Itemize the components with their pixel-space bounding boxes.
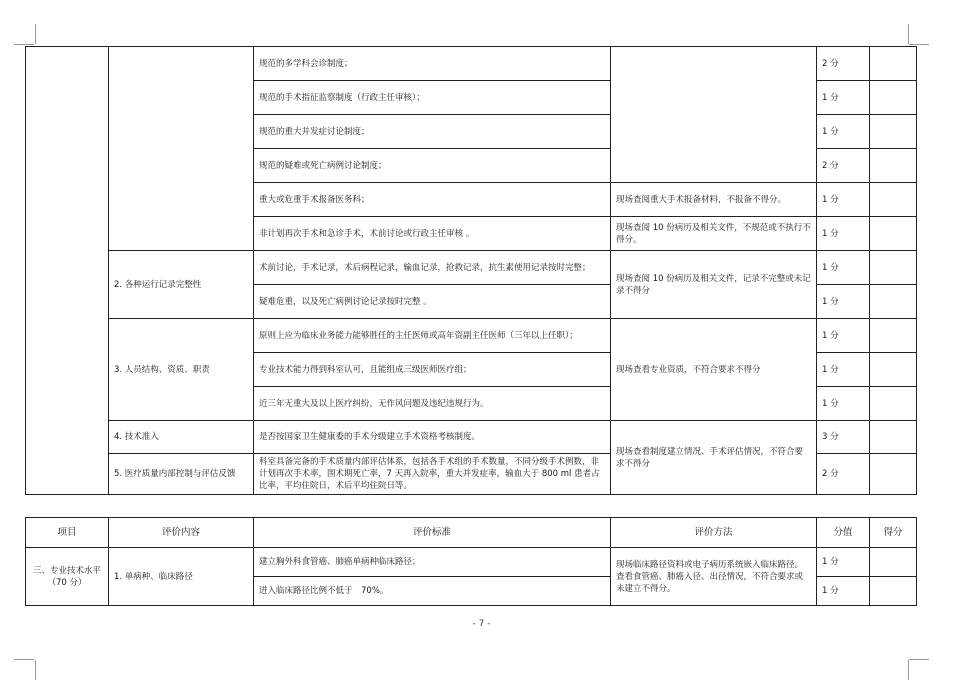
header-item: 项目 <box>26 518 109 548</box>
points-cell[interactable] <box>870 217 917 251</box>
table-row <box>26 319 917 353</box>
score-cell: 1 分 <box>817 217 870 251</box>
standard-cell: 规范的重大并发症讨论制度； <box>254 115 611 149</box>
crop-mark <box>14 44 34 45</box>
score-cell: 1 分 <box>817 285 870 319</box>
method-cell: 现场查阅重大手术报备材料，不报备不得分。 <box>611 183 817 217</box>
crop-mark <box>908 660 909 680</box>
standard-cell: 进入临床路径比例不低于 70%。 <box>254 577 611 606</box>
standard-cell: 疑难危重，以及死亡病例讨论记录按时完整 。 <box>254 285 611 319</box>
score-cell: 1 分 <box>817 548 870 577</box>
points-cell[interactable] <box>870 285 917 319</box>
table-row <box>26 251 917 285</box>
crop-mark <box>909 44 929 45</box>
points-cell[interactable] <box>870 251 917 285</box>
evaluation-table <box>25 517 917 606</box>
standard-cell: 建立胸外科食管癌、肺癌单病种临床路径； <box>254 548 611 577</box>
score-cell: 2 分 <box>817 47 870 81</box>
table-row <box>26 548 917 577</box>
method-cell: 现场临床路径资料或电子病历系统嵌入临床路径。查看食管癌、肺癌入径、出径情况，不符合要求或未建立不得分。 <box>611 548 817 606</box>
score-cell: 1 分 <box>817 319 870 353</box>
header-method: 评价方法 <box>611 518 817 548</box>
standard-cell: 近三年无重大及以上医疗纠纷，无作风问题及违纪违规行为。 <box>254 387 611 421</box>
points-cell[interactable] <box>870 319 917 353</box>
score-cell: 1 分 <box>817 353 870 387</box>
points-cell[interactable] <box>870 47 917 81</box>
content-cell: 2. 各种运行记录完整性 <box>109 251 254 319</box>
points-cell[interactable] <box>870 149 917 183</box>
score-cell: 1 分 <box>817 387 870 421</box>
score-cell: 2 分 <box>817 149 870 183</box>
method-cell: 现场查阅 10 份病历及相关文件，不规范或不执行不得分。 <box>611 217 817 251</box>
points-cell[interactable] <box>870 183 917 217</box>
standard-cell: 规范的疑难或死亡病例讨论制度； <box>254 149 611 183</box>
points-cell[interactable] <box>870 454 917 495</box>
item-cell <box>26 47 109 495</box>
points-cell[interactable] <box>870 115 917 149</box>
score-cell: 1 分 <box>817 183 870 217</box>
standard-cell: 重大或危重手术报备医务科； <box>254 183 611 217</box>
points-cell[interactable] <box>870 548 917 577</box>
score-cell: 1 分 <box>817 81 870 115</box>
content-cell: 1. 单病种、临床路径 <box>109 548 254 606</box>
standard-cell: 专业技术能力得到科室认可，且能组成三级医师医疗组； <box>254 353 611 387</box>
evaluation-table-continued <box>25 46 917 495</box>
method-cell: 现场查看制度建立情况、手术评估情况，不符合要求不得分 <box>611 421 817 495</box>
header-content: 评价内容 <box>109 518 254 548</box>
points-cell[interactable] <box>870 421 917 454</box>
points-cell[interactable] <box>870 81 917 115</box>
table-row <box>26 47 917 81</box>
score-cell: 1 分 <box>817 115 870 149</box>
method-cell: 现场查阅 10 份病历及相关文件，记录不完整或未记录不得分 <box>611 251 817 319</box>
content-cell: 3. 人员结构、资质、职责 <box>109 319 254 421</box>
crop-mark <box>35 660 36 680</box>
standard-cell: 是否按国家卫生健康委的手术分级建立手术资格考核制度。 <box>254 421 611 454</box>
method-cell: 现场查看专业资质，不符合要求不得分 <box>611 319 817 421</box>
score-cell: 2 分 <box>817 454 870 495</box>
page-number: - 7 - <box>472 619 491 629</box>
content-cell <box>109 47 254 251</box>
standard-cell: 原则上应为临床业务能力能够胜任的主任医师或高年资副主任医师（三年以上任职）； <box>254 319 611 353</box>
standard-cell: 规范的多学科会诊制度； <box>254 47 611 81</box>
score-cell: 1 分 <box>817 577 870 606</box>
standard-cell: 非计划再次手术和急诊手术，术前讨论或行政主任审核 。 <box>254 217 611 251</box>
method-cell <box>611 47 817 183</box>
points-cell[interactable] <box>870 353 917 387</box>
standard-cell: 术前讨论，手术记录，术后病程记录，输血记录，抢救记录，抗生素使用记录按时完整； <box>254 251 611 285</box>
score-cell: 1 分 <box>817 251 870 285</box>
header-points: 得分 <box>870 518 917 548</box>
content-cell: 4. 技术准入 <box>109 421 254 454</box>
crop-mark <box>908 24 909 44</box>
item-cell: 三、专业技术水平（70 分） <box>26 548 109 606</box>
table-row <box>26 421 917 454</box>
crop-mark <box>14 659 34 660</box>
header-standard: 评价标准 <box>254 518 611 548</box>
standard-cell: 规范的手术指征监察制度（行政主任审核）； <box>254 81 611 115</box>
table-header-row <box>26 518 917 548</box>
score-cell: 3 分 <box>817 421 870 454</box>
points-cell[interactable] <box>870 387 917 421</box>
header-score: 分值 <box>817 518 870 548</box>
standard-cell: 科室具备完备的手术质量内部评估体系，包括各手术组的手术数量，不同分级手术例数，非计划再次手术率，围术期死亡率，7 天再入院率，重大并发症率，输血大于 800 ml 患者占比率，平均住院日，术后平均住院日等。 <box>254 454 611 495</box>
content-cell: 5. 医疗质量内部控制与评估反馈 <box>109 454 254 495</box>
points-cell[interactable] <box>870 577 917 606</box>
crop-mark <box>35 24 36 44</box>
crop-mark <box>909 659 929 660</box>
